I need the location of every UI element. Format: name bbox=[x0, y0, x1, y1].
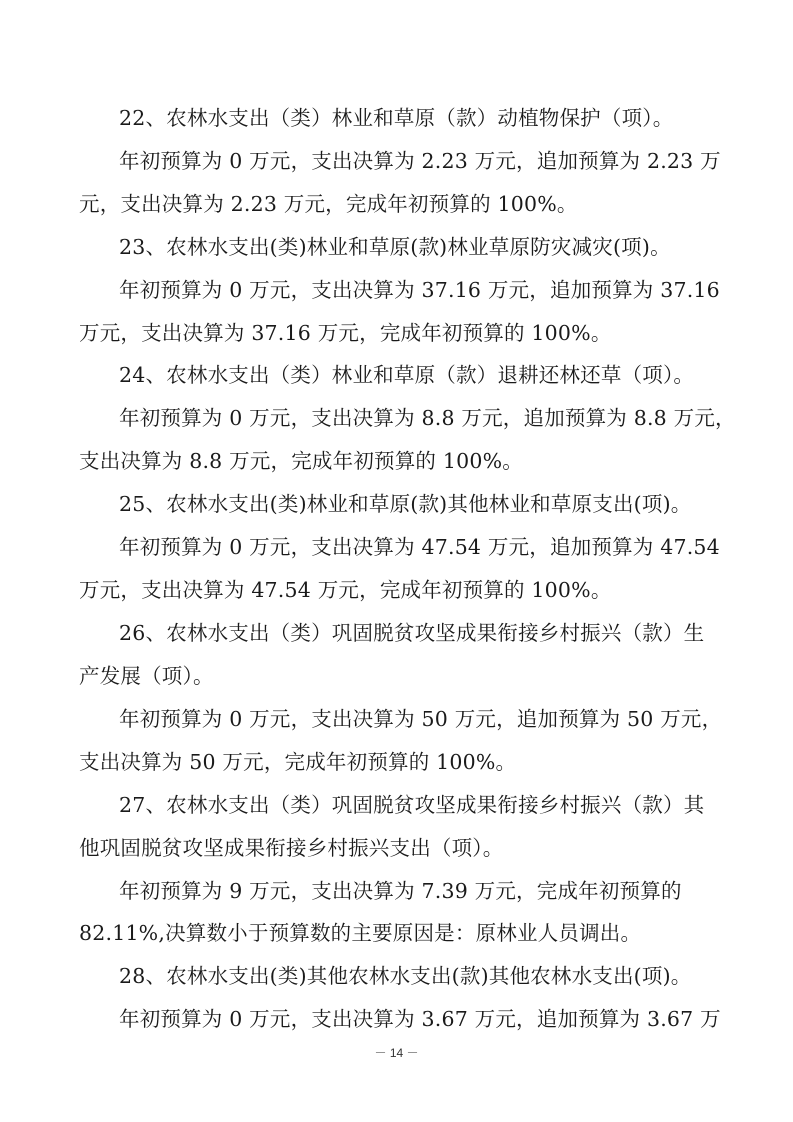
item-24-text-line-2: 支出决算为 8.8 万元，完成年初预算的 100%。 bbox=[79, 449, 523, 473]
item-25-text-line-1: 年初预算为 0 万元，支出决算为 47.54 万元，追加预算为 47.54 bbox=[119, 535, 720, 559]
item-24-text-line-1: 年初预算为 0 万元，支出决算为 8.8 万元，追加预算为 8.8 万元， bbox=[119, 406, 736, 430]
page-number: － 14 － bbox=[374, 1046, 419, 1060]
item-23-text-line-2: 万元，支出决算为 37.16 万元，完成年初预算的 100%。 bbox=[79, 321, 612, 345]
item-27-heading-line-1: 27、农林水支出（类）巩固脱贫攻坚成果衔接乡村振兴（款）其 bbox=[119, 793, 705, 817]
item-23-heading: 23、农林水支出(类)林业和草原(款)林业草原防灾减灾(项)。 bbox=[119, 235, 671, 259]
item-26-text-line-2: 支出决算为 50 万元，完成年初预算的 100%。 bbox=[79, 750, 517, 774]
item-26-text-line-1: 年初预算为 0 万元，支出决算为 50 万元，追加预算为 50 万元， bbox=[119, 707, 723, 731]
item-25-text-line-2: 万元，支出决算为 47.54 万元，完成年初预算的 100%。 bbox=[79, 578, 612, 602]
item-22-heading: 22、农林水支出（类）林业和草原（款）动植物保护（项）。 bbox=[119, 106, 674, 130]
item-22-text-line-1: 年初预算为 0 万元，支出决算为 2.23 万元，追加预算为 2.23 万 bbox=[119, 149, 721, 173]
item-28-heading: 28、农林水支出(类)其他农林水支出(款)其他农林水支出(项)。 bbox=[119, 964, 692, 988]
item-27-text-line-2: 82.11%,决算数小于预算数的主要原因是：原林业人员调出。 bbox=[79, 921, 642, 945]
item-26-heading-line-2: 产发展（项）。 bbox=[79, 664, 214, 688]
item-27-text-line-1: 年初预算为 9 万元，支出决算为 7.39 万元，完成年初预算的 bbox=[119, 879, 682, 903]
item-24-heading: 24、农林水支出（类）林业和草原（款）退耕还林还草（项）。 bbox=[119, 363, 695, 387]
item-25-heading: 25、农林水支出(类)林业和草原(款)其他林业和草原支出(项)。 bbox=[119, 492, 692, 516]
item-23-text-line-1: 年初预算为 0 万元，支出决算为 37.16 万元，追加预算为 37.16 bbox=[119, 278, 720, 302]
item-28-text-line-1: 年初预算为 0 万元，支出决算为 3.67 万元，追加预算为 3.67 万 bbox=[119, 1007, 721, 1031]
item-26-heading-line-1: 26、农林水支出（类）巩固脱贫攻坚成果衔接乡村振兴（款）生 bbox=[119, 621, 705, 645]
item-22-text-line-2: 元，支出决算为 2.23 万元，完成年初预算的 100%。 bbox=[79, 192, 578, 216]
item-27-heading-line-2: 他巩固脱贫攻坚成果衔接乡村振兴支出（项）。 bbox=[79, 836, 504, 860]
